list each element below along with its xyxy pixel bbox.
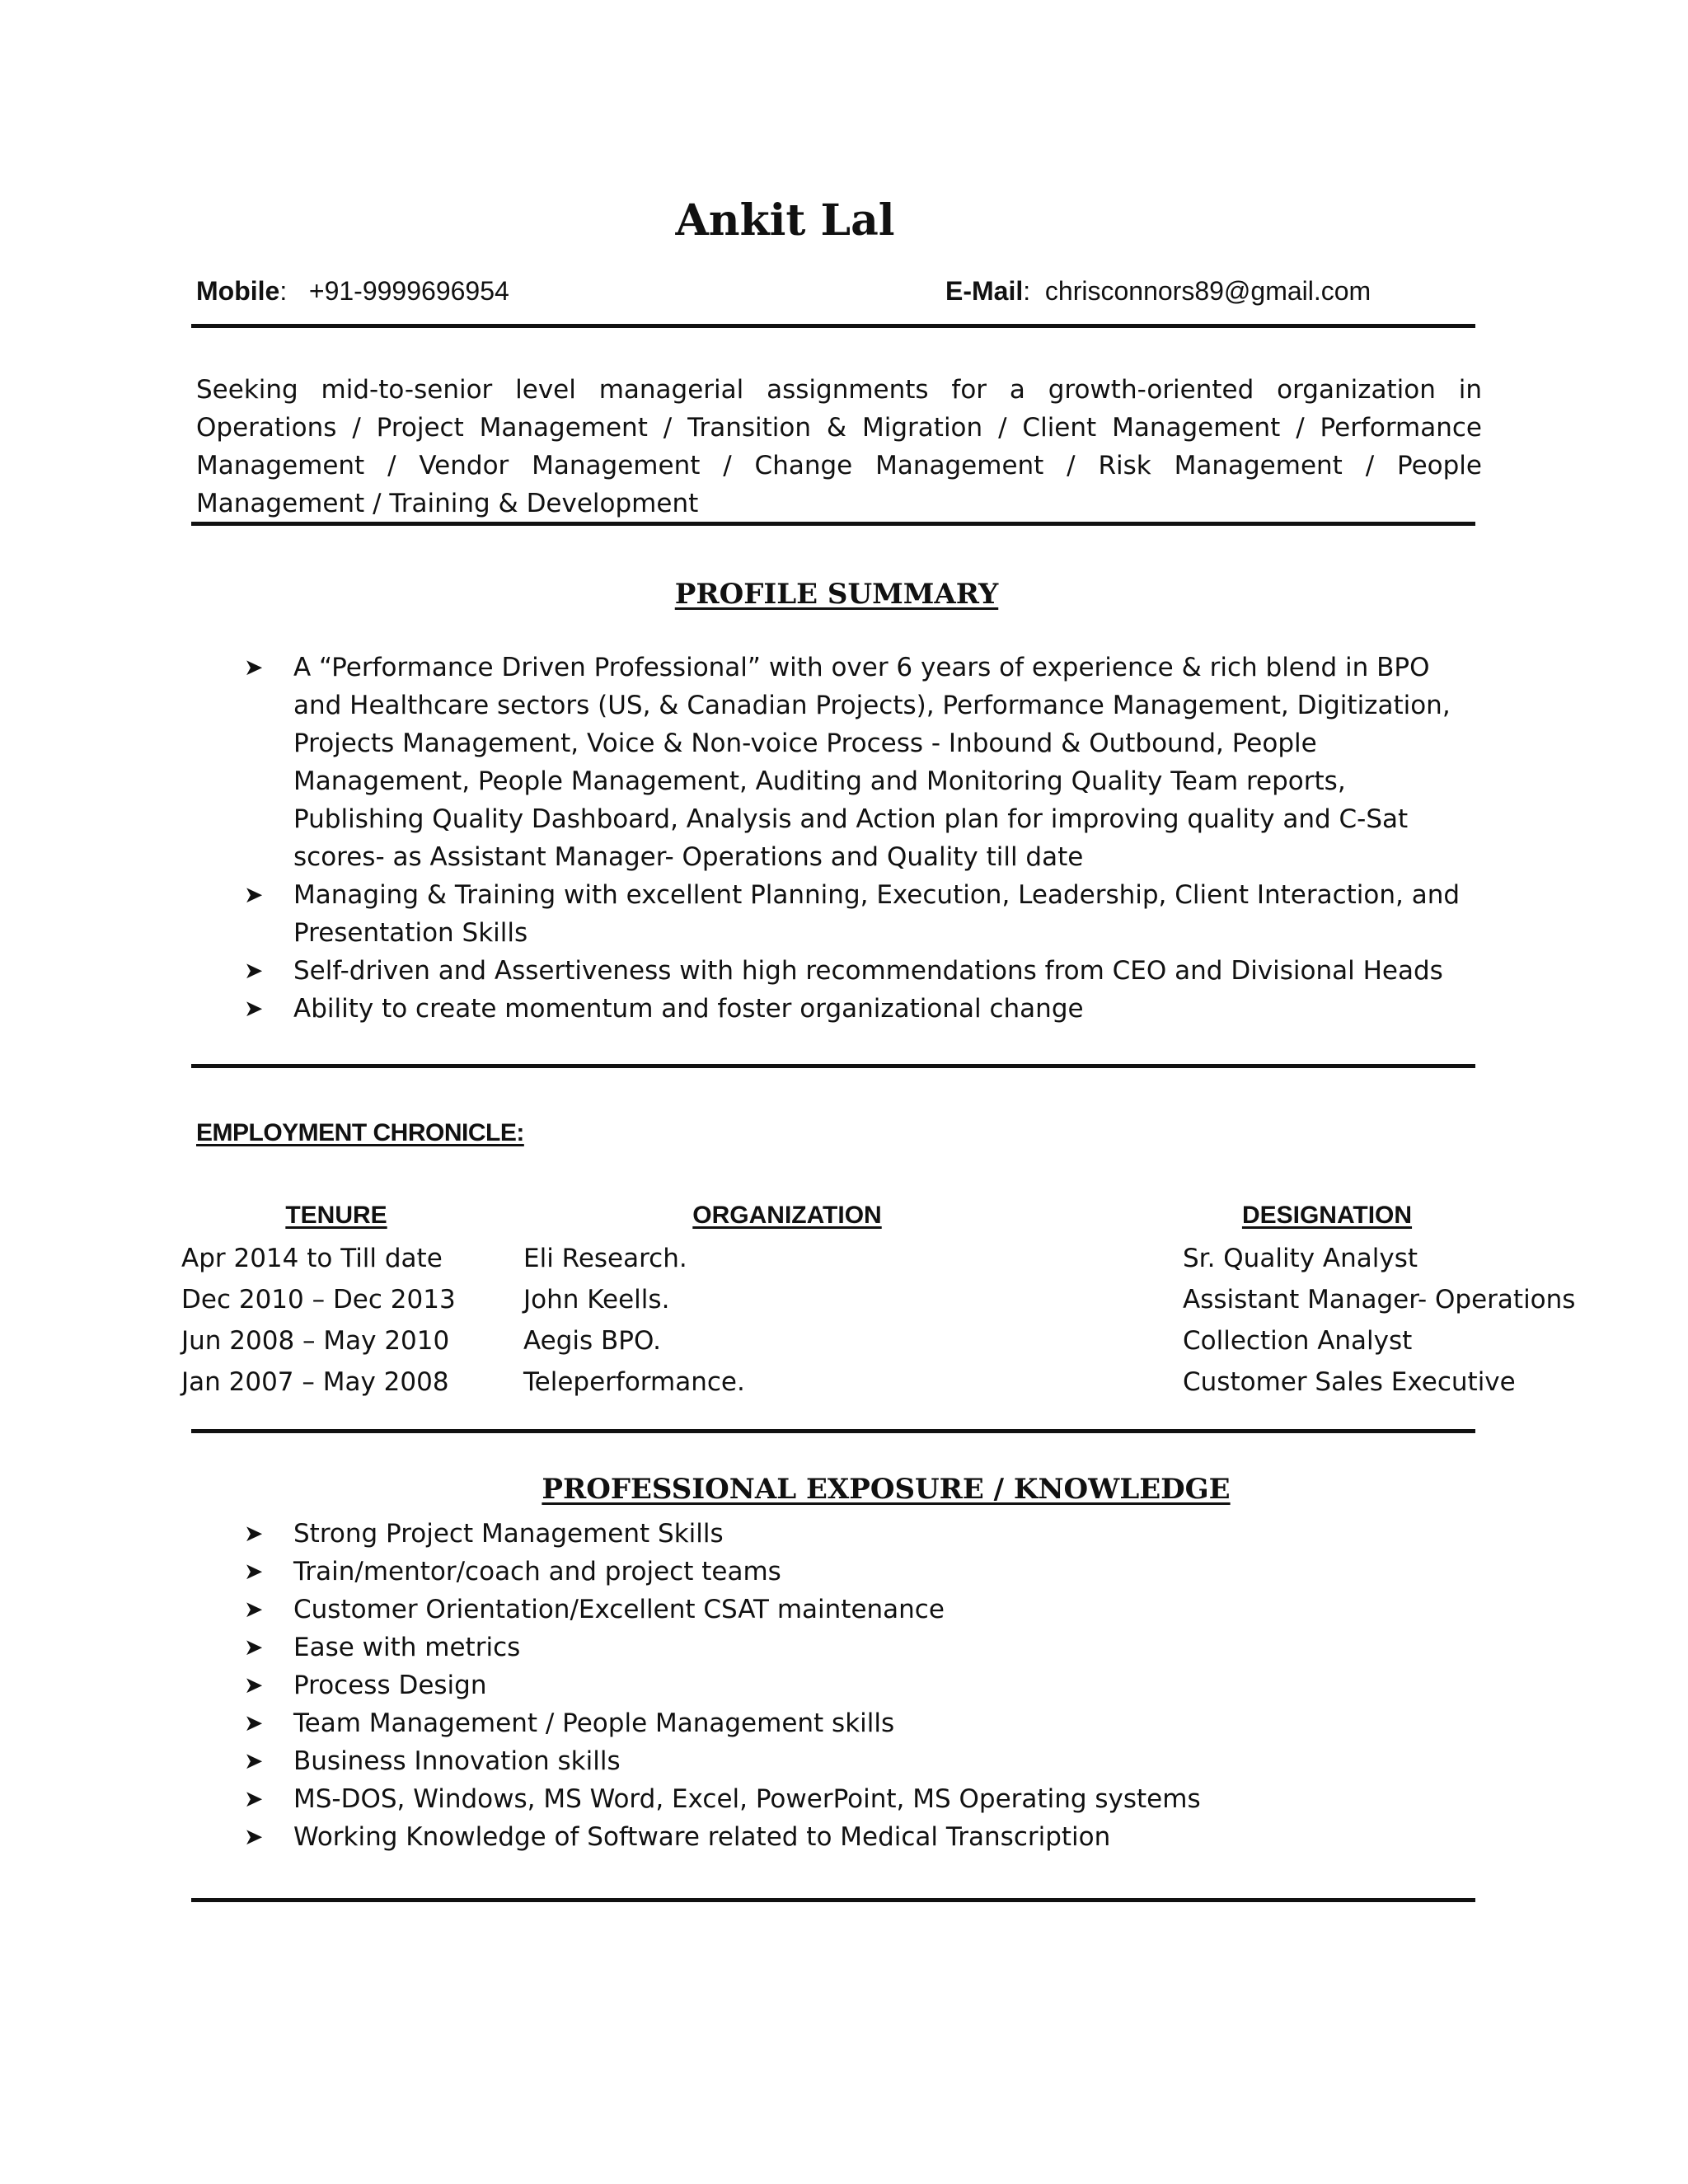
tenure-cell: Jan 2007 – May 2008 bbox=[181, 1367, 449, 1397]
list-item: ➤ Strong Project Management Skills bbox=[196, 1515, 1465, 1553]
organization-cell: Aegis BPO. bbox=[523, 1326, 661, 1356]
email-label: E-Mail bbox=[945, 276, 1024, 306]
tenure-cell: Jun 2008 – May 2010 bbox=[181, 1326, 450, 1356]
organization-cell: Eli Research. bbox=[523, 1244, 687, 1273]
list-item: ➤ Ability to create momentum and foster organizational change bbox=[196, 990, 1465, 1028]
candidate-name: Ankit Lal bbox=[675, 195, 895, 246]
list-item: ➤ Managing & Training with excellent Planning, Execution, Leadership, Client Interaction, and Presentation Skills bbox=[196, 876, 1465, 952]
mobile-label: Mobile bbox=[196, 276, 280, 306]
arrowhead-bullet-icon: ➤ bbox=[244, 957, 264, 984]
list-item: ➤ A “Performance Driven Professional” with over 6 years of experience & rich blend in BPO and Healthcare sectors (US, & Canadian Projects), Performance Management, Digitization, Projects Management, Voice & Non-voice Process - Inbound & Outbound, People Management, People Management, Auditing and Monitoring Quality Team reports, Publishing Quality Dashboard, Analysis and Action plan for improving quality and C-Sat scores- as Assistant Manager- Operations and Quality till date bbox=[196, 649, 1465, 876]
column-header-designation: DESIGNATION bbox=[1241, 1202, 1413, 1229]
profile-summary-list bbox=[196, 649, 1465, 1028]
list-item: ➤ Business Innovation skills bbox=[196, 1742, 1465, 1780]
arrowhead-bullet-icon: ➤ bbox=[244, 1671, 264, 1699]
table-row bbox=[0, 1320, 1648, 1361]
list-item: ➤ Customer Orientation/Excellent CSAT maintenance bbox=[196, 1591, 1465, 1629]
list-item: ➤ Self-driven and Assertiveness with high recommendations from CEO and Divisional Heads bbox=[196, 952, 1465, 990]
table-row bbox=[0, 1238, 1648, 1279]
mobile-number: +91-9999696954 bbox=[308, 276, 509, 306]
list-item: ➤ Process Design bbox=[196, 1666, 1465, 1704]
arrowhead-bullet-icon: ➤ bbox=[244, 1633, 264, 1661]
arrowhead-bullet-icon: ➤ bbox=[244, 995, 264, 1022]
divider-profile bbox=[191, 1064, 1475, 1068]
divider-employment bbox=[191, 1429, 1475, 1433]
designation-cell: Assistant Manager- Operations bbox=[1183, 1285, 1576, 1315]
organization-cell: Teleperformance. bbox=[523, 1367, 745, 1397]
arrowhead-bullet-icon: ➤ bbox=[244, 1747, 264, 1774]
tenure-cell: Dec 2010 – Dec 2013 bbox=[181, 1285, 456, 1315]
mobile-line: Mobile: +91-9999696954 bbox=[196, 276, 509, 306]
arrowhead-bullet-icon: ➤ bbox=[244, 1596, 264, 1623]
arrowhead-bullet-icon: ➤ bbox=[244, 1558, 264, 1585]
tenure-cell: Apr 2014 to Till date bbox=[181, 1244, 443, 1273]
table-row bbox=[0, 1361, 1648, 1403]
arrowhead-bullet-icon: ➤ bbox=[244, 1823, 264, 1850]
professional-exposure-list bbox=[196, 1515, 1465, 1856]
arrowhead-bullet-icon: ➤ bbox=[244, 1709, 264, 1736]
divider-objective bbox=[191, 522, 1475, 526]
list-item: ➤ Working Knowledge of Software related to Medical Transcription bbox=[196, 1818, 1465, 1856]
email-address: chrisconnors89@gmail.com bbox=[1044, 276, 1372, 306]
arrowhead-bullet-icon: ➤ bbox=[244, 881, 264, 908]
employment-title: EMPLOYMENT CHRONICLE: bbox=[196, 1119, 524, 1146]
arrowhead-bullet-icon: ➤ bbox=[244, 1785, 264, 1812]
professional-exposure-title: PROFESSIONAL EXPOSURE / KNOWLEDGE bbox=[542, 1473, 1231, 1506]
arrowhead-bullet-icon: ➤ bbox=[244, 1520, 264, 1547]
list-item: ➤ Ease with metrics bbox=[196, 1629, 1465, 1666]
arrowhead-bullet-icon: ➤ bbox=[244, 654, 264, 681]
designation-cell: Collection Analyst bbox=[1183, 1326, 1413, 1356]
list-item: ➤ Train/mentor/coach and project teams bbox=[196, 1553, 1465, 1591]
divider-header bbox=[191, 324, 1475, 328]
divider-bottom bbox=[191, 1898, 1475, 1902]
email-line: E-Mail: chrisconnors89@gmail.com bbox=[945, 276, 1372, 306]
designation-cell: Sr. Quality Analyst bbox=[1183, 1244, 1418, 1273]
profile-summary-title: PROFILE SUMMARY bbox=[674, 578, 999, 611]
organization-cell: John Keells. bbox=[523, 1285, 670, 1315]
list-item: ➤ Team Management / People Management skills bbox=[196, 1704, 1465, 1742]
career-objective: Seeking mid-to-senior level managerial assignments for a growth-oriented organization in Operations / Project Management / Transition & Migration / Client Management / Performance Management / Vendor Management / Change Management / Risk Management / People Management / Training & Development bbox=[196, 375, 1482, 518]
column-header-organization: ORGANIZATION bbox=[692, 1202, 882, 1229]
designation-cell: Customer Sales Executive bbox=[1183, 1367, 1516, 1397]
list-item: ➤ MS-DOS, Windows, MS Word, Excel, PowerPoint, MS Operating systems bbox=[196, 1780, 1465, 1818]
table-row bbox=[0, 1279, 1648, 1320]
column-header-tenure: TENURE bbox=[285, 1202, 387, 1229]
